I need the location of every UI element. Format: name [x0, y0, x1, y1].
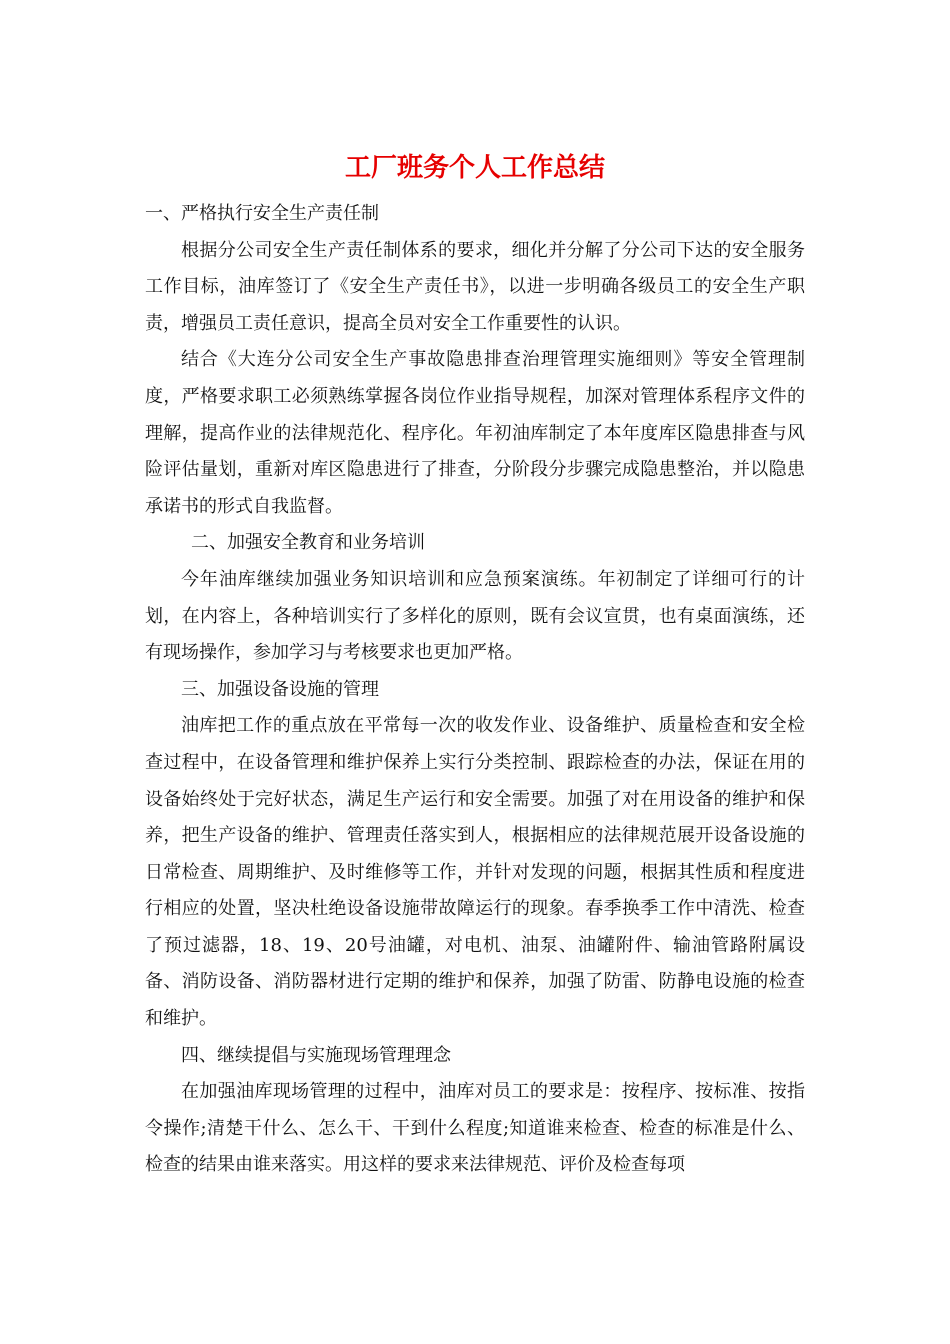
section-heading: 三、加强设备设施的管理 — [181, 678, 379, 700]
section-heading: 一、严格执行安全生产责任制 — [145, 203, 379, 224]
document-title: 工厂班务个人工作总结 — [344, 153, 605, 183]
paragraph: 今年油库继续加强业务知识培训和应急预案演练。年初制定了详细可行的计划，在内容上，各种培训实行了多样化的原则，既有会议宣贯，也有桌面演练，还有现场操作，参加学习与考核要求也更加严格。 — [145, 568, 805, 664]
paragraph: 在加强油库现场管理的过程中，油库对员工的要求是：按程序、按标准、按指令操作;清楚干什么、怎么干、干到什么程度;知道谁来检查、检查的标准是什么、检查的结果由谁来落实。用这样的要求来法律规范、评价及检查每项 — [145, 1081, 805, 1176]
paragraph: 结合《大连分公司安全生产事故隐患排查治理管理实施细则》等安全管理制度，严格要求职工必须熟练掌握各岗位作业指导规程，加深对管理体系程序文件的理解，提高作业的法律规范化、程序化。年初油库制定了本年度库区隐患排查与风险评估量划，重新对库区隐患进行了排查，分阶段分步骤完成隐患整治，并以隐患承诺书的形式自我监督。 — [145, 349, 805, 517]
paragraph: 油库把工作的重点放在平常每一次的收发作业、设备维护、质量检查和安全检查过程中，在设备管理和维护保养上实行分类控制、跟踪检查的办法，保证在用的设备始终处于完好状态，满足生产运行和安全需要。加强了对在用设备的维护和保养，把生产设备的维护、管理责任落实到人，根据相应的法律规范展开设备设施的日常检查、周期维护、及时维修等工作，并针对发现的问题，根据其性质和程度进行相应的处置，坚决杜绝设备设施带故障运行的现象。春季换季工作中清洗、检查了预过滤器，18、19、20号油罐，对电机、油泵、油罐附件、输油管路附属设备、消防设备、消防器材进行定期的维护和保养，加强了防雷、防静电设施的检查和维护。 — [145, 715, 805, 1030]
section-heading: 二、加强安全教育和业务培训 — [191, 532, 425, 554]
section-heading: 四、继续提倡与实施现场管理理念 — [181, 1044, 451, 1066]
document-body — [145, 196, 805, 1184]
paragraph: 根据分公司安全生产责任制体系的要求，细化并分解了分公司下达的安全服务工作目标，油库签订了《安全生产责任书》，以进一步明确各级员工的安全生产职责，增强员工责任意识，提高全员对安全工作重要性的认识。 — [145, 239, 805, 334]
